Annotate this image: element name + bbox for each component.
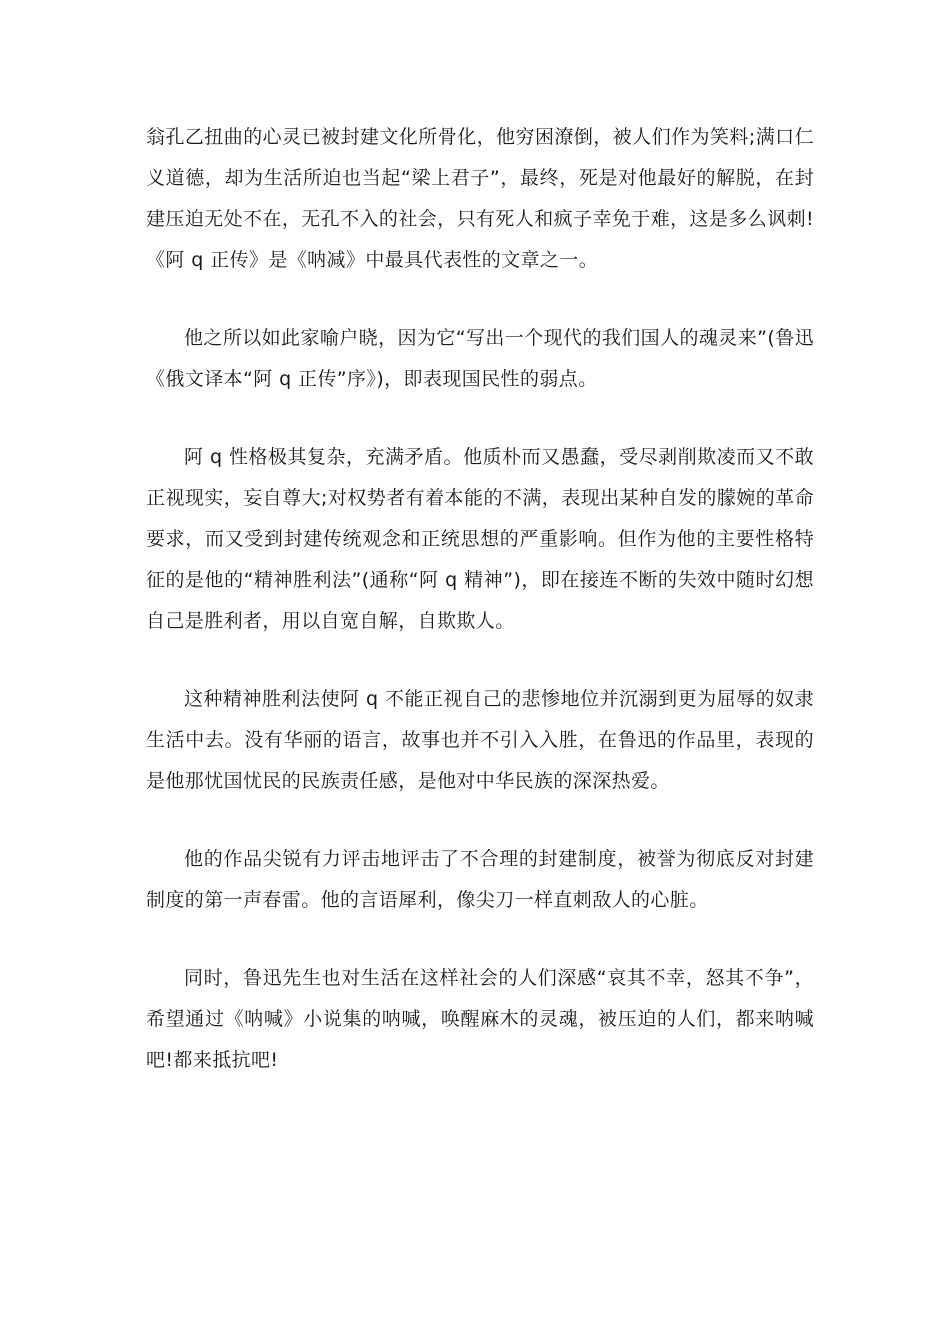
document-body <box>146 117 814 1118</box>
paragraph-2: 他之所以如此家喻户晓，因为它“写出一个现代的我们国人的魂灵来”(鲁迅《俄文译本“阿 q 正传”序》)，即表现国民性的弱点。 <box>146 327 814 390</box>
paragraph-6: 同时，鲁迅先生也对生活在这样社会的人们深感“哀其不幸，怒其不争”，希望通过《呐喊》小说集的呐喊，唤醒麻木的灵魂，被压迫的人们，都来呐喊吧!都来抵抗吧! <box>146 967 814 1071</box>
paragraph-3: 阿 q 性格极其复杂，充满矛盾。他质朴而又愚蠢，受尽剥削欺凌而又不敢正视现实，妄自尊大;对权势者有着本能的不满，表现出某种自发的朦婉的革命要求，而又受到封建传统观念和正统思想的严重影响。但作为他的主要性格特征的是他的“精神胜利法”(通称“阿 q 精神”)，即在接连不断的失效中随时幻想自己是胜利者，用以自宽自解，自欺欺人。 <box>146 446 814 632</box>
paragraph-4: 这种精神胜利法使阿 q 不能正视自己的悲惨地位并沉溺到更为屈辱的奴隶生活中去。没有华丽的语言，故事也并不引入入胜，在鲁迅的作品里，表现的是他那忧国忧民的民族责任感，是他对中华民族的深深热爱。 <box>146 688 814 792</box>
paragraph-5: 他的作品尖锐有力评击地评击了不合理的封建制度，被誉为彻底反对封建制度的第一声春雷。他的言语犀利，像尖刀一样直刺敌人的心脏。 <box>146 848 814 911</box>
paragraph-1: 翁孔乙扭曲的心灵已被封建文化所骨化，他穷困潦倒，被人们作为笑料;满口仁义道德，却为生活所迫也当起“梁上君子”，最终，死是对他最好的解脱，在封建压迫无处不在，无孔不入的社会，只有死人和疯子幸免于难，这是多么讽刺!《阿 q 正传》是《呐减》中最具代表性的文章之一。 <box>146 126 814 271</box>
